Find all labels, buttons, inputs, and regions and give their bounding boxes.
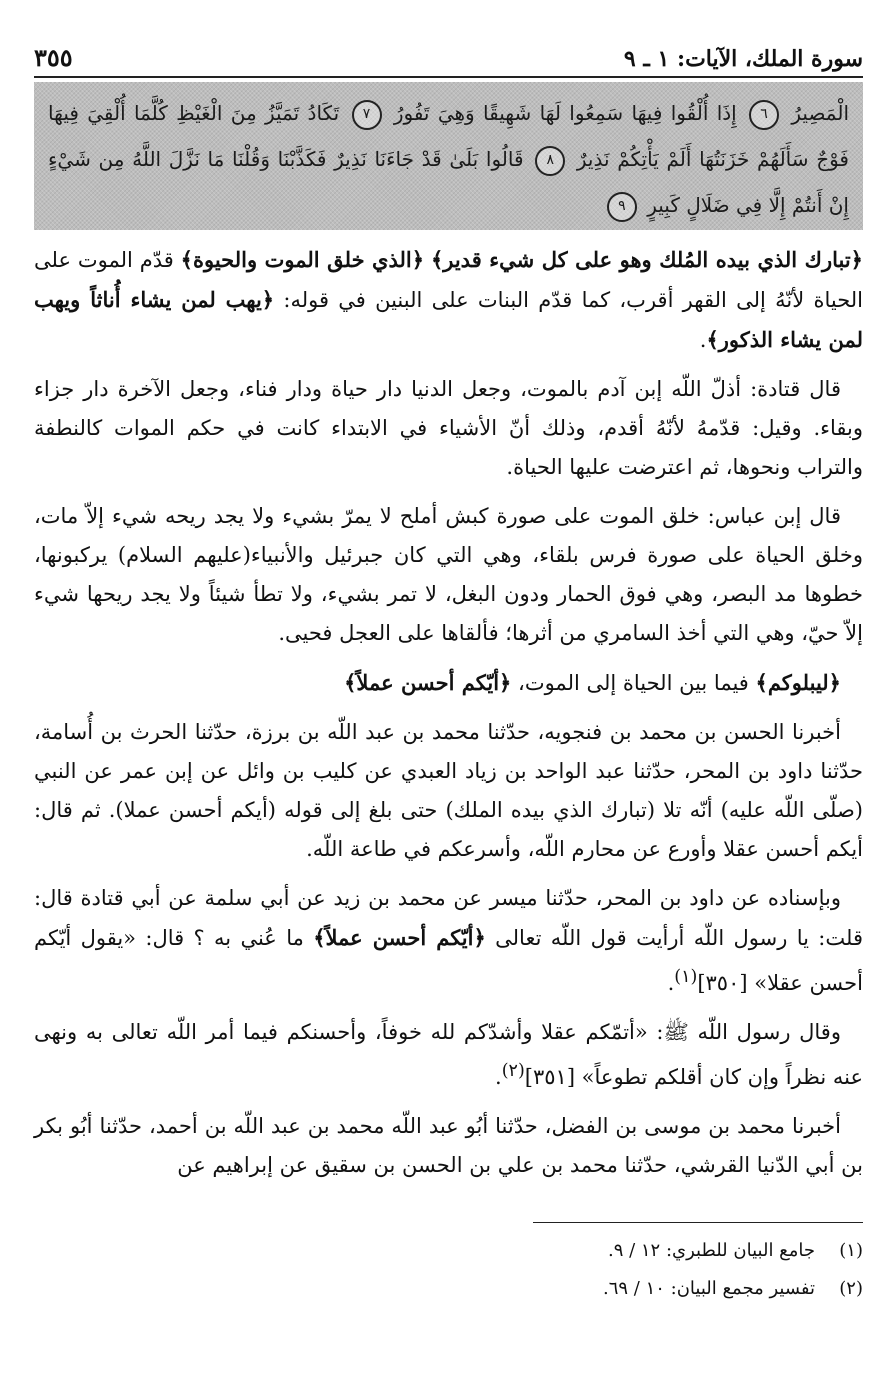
verse-text: إِذَا أُلْقُوا فِيهَا سَمِعُوا لَهَا شَهِيقًا وَهِيَ تَفُورُ (393, 101, 737, 125)
paragraph-text: . (495, 1065, 502, 1089)
quran-quote: ﴿ليبلوكم﴾ (755, 670, 841, 695)
quran-quote: ﴿أيّكم أحسن عملاً﴾ (344, 670, 512, 695)
quran-quote: ﴿تبارك الذي بيده المُلك وهو على كل شيء قدير﴾ (430, 247, 863, 272)
verse-text: الْمَصِيرُ (791, 101, 850, 125)
ayah-number-marker: ٨ (535, 146, 565, 176)
paragraph-text: فيما بين الحياة إلى الموت، (511, 671, 756, 695)
footnote-item (34, 1270, 863, 1308)
paragraph-text: . (667, 971, 675, 995)
page-header (34, 28, 863, 78)
commentary-body (34, 240, 863, 1195)
footnote-ref: (٢) (501, 1061, 525, 1081)
footnote-text: جامع البيان للطبري: ١٢ / ٩. (607, 1240, 815, 1261)
footnote-text: تفسير مجمع البيان: ١٠ / ٦٩. (602, 1278, 815, 1299)
ayah-number-marker: ٧ (352, 100, 382, 130)
page-number: ٣٥٥ (34, 43, 73, 72)
paragraph-text: وقال رسول اللّه ﷺ: «أتمّكم عقلا وأشدّكم لله خوفاً، وأحسنكم فيما أمر اللّه تعالى به ونهى عنه نظراً وإن كان أقلكم تطوعاً» [٣٥١] (34, 1020, 863, 1089)
paragraph (34, 240, 863, 360)
paragraph-text: ما عُني به ؟ قال: «يقول أيّكم أحسن عقلا» [٣٥٠] (34, 926, 863, 995)
paragraph: أخبرنا الحسن بن محمد بن فنجويه، حدّثنا محمد بن عبد اللّه بن برزة، حدّثنا الحرث بن أُسامة، حدّثنا داود بن المحر، حدّثنا عبد الواحد بن زياد العبدي عن كليب بن وائل عن إبن عمر عن النبي (صلّى اللّه عليه) أنّه تلا (تبارك الذي بيده الملك) حتى بلغ إلى قوله (أيكم أحسن عملا). ثم قال: أيكم أحسن عقلا وأورع عن محارم اللّه، وأسرعكم في طاعة اللّه. (34, 720, 863, 861)
paragraph: قال إبن عباس: خلق الموت على صورة كبش أملح لا يمرّ بشيء ولا يجد ريحه شيء إلاّ مات، وخلق الحياة على صورة فرس بلقاء، وهي التي كان جبرئيل والأنبياء(عليهم السلام) يركبونها، خطوها مد البصر، وهي فوق الحمار ودون البغل، لا تمر بشيء، ولا تطأ شيئاً ولا يجد ريحها شيء إلاّ حيّ، وهي التي أخذ السامري من أثرها؛ فألقاها على العجل فحيى. (34, 504, 863, 645)
paragraph-text: . (699, 328, 707, 352)
paragraph-text: وبإسناده عن داود بن المحر، حدّثنا ميسر عن محمد بن زيد عن أبي سلمة عن أبي قتادة قال: قلت: يا رسول اللّه أرأيت قول اللّه تعالى (34, 886, 863, 950)
quran-quote: ﴿يهب لمن يشاء أُناثاً ويهب لمن يشاء الذكور﴾ (34, 287, 863, 352)
paragraph (34, 879, 863, 1003)
paragraph (34, 663, 863, 703)
quran-quote: ﴿أيّكم أحسن عملاً﴾ (313, 925, 486, 950)
paragraph: قال قتادة: أذلّ اللّه إبن آدم بالموت، وجعل الدنيا دار حياة ودار فناء، وجعل الآخرة دار جزاء وبقاء. وقيل: قدّمهُ لأنّهُ أقدم، وذلك أنّ الأشياء في الابتداء كانت في حكم الموات كالنطفة والتراب ونحوها، ثم اعترضت عليها الحياة. (34, 377, 864, 479)
footnote-number: (١) (839, 1240, 863, 1261)
footnote-ref: (١) (674, 967, 698, 987)
verse-text: تَكَادُ تَمَيَّزُ مِنَ الْغَيْظِ كُلَّمَا أُلْقِيَ فِيهَا فَوْجٌ سَأَلَهُمْ خَزَنَتُهَا أَلَمْ يَأْتِكُمْ نَذِيرٌ (48, 101, 849, 171)
footnote-item (34, 1232, 863, 1270)
paragraph: أخبرنا محمد بن موسى بن الفضل، حدّثنا أبُو عبد اللّه محمد بن عبد اللّه بن أحمد، حدّثنا أبُو بكر بن أبي الدّنيا القرشي، حدّثنا محمد بن علي بن الحسن بن سقيق عن إبراهيم عن (34, 1114, 863, 1177)
ayah-number-marker: ٦ (749, 100, 779, 130)
footnote-number: (٢) (839, 1278, 863, 1299)
running-title: سورة الملك، الآيات: ١ ـ ٩ (623, 46, 863, 72)
footnote-separator (533, 1222, 863, 1223)
footnotes (34, 1232, 863, 1308)
quran-verses-box (34, 82, 863, 230)
ayah-number-marker: ٩ (607, 192, 637, 222)
paragraph-text: قدّم الموت على الحياة لأنّهُ إلى القهر أقرب، كما قدّم البنات على البنين في قوله: (34, 248, 863, 312)
quran-quote: ﴿الذي خلق الموت والحيوة﴾ (180, 247, 425, 272)
verse-text: قَالُوا بَلَىٰ قَدْ جَاءَنَا نَذِيرٌ فَكَذَّبْنَا وَقُلْنَا مَا نَزَّلَ اللَّهُ مِن شَيْءٍ إِنْ أَنتُمْ إِلَّا فِي ضَلَالٍ كَبِيرٍ (48, 147, 849, 217)
paragraph (34, 1013, 863, 1097)
